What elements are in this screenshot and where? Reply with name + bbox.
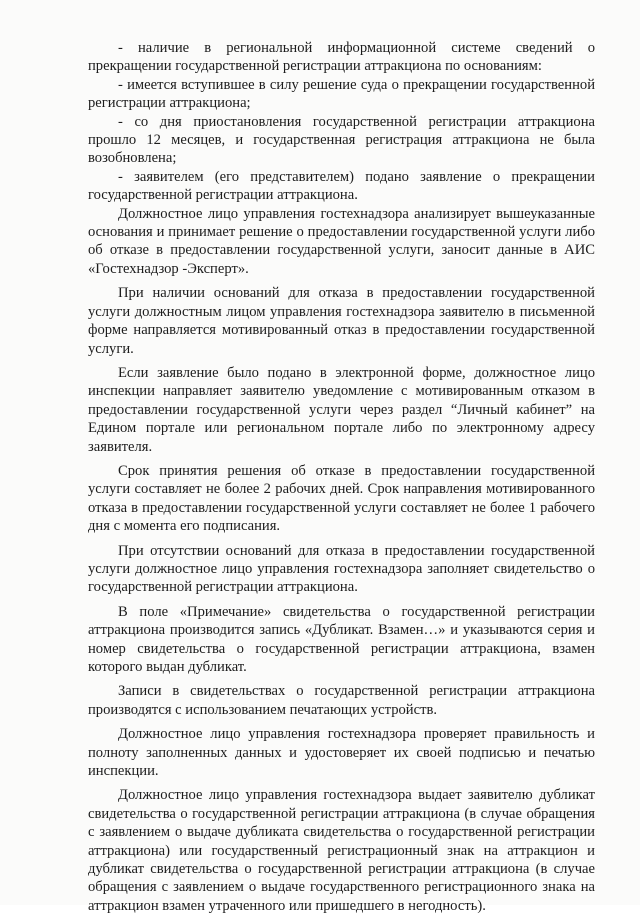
paragraph-verification: Должностное лицо управления гостехнадзора проверяет правильность и полноту заполненных данных и удостоверяет их своей подписью и печатью инспекции. <box>88 726 595 780</box>
paragraph-applicant-request: - заявителем (его представителем) подано заявление о прекращении государственной регистрации аттракциона. <box>88 168 595 204</box>
paragraph-printing-devices: Записи в свидетельствах о государственной регистрации аттракциона производятся с использованием печатающих устройств. <box>88 683 595 718</box>
paragraph-issuance: Должностное лицо управления гостехнадзора выдает заявителю дубликат свидетельства о государственной регистрации аттракциона (в случае обращения с заявлением о выдаче дубликата свидетельства о государственной регистрации аттракциона) или государственный регистрационный знак на аттракцион и дубликат свидетельства о государственной регистрации аттракциона (в случае обращения с заявлением о выдаче государственного регистрационного знака на аттракцион взамен утраченного или пришедшего в негодность). <box>88 787 595 914</box>
paragraph-written-refusal: При наличии оснований для отказа в предоставлении государственной услуги должностным лицом управления гостехнадзора заявителю в письменной форме направляется мотивированный отказ в предоставлении государственной услуги. <box>88 285 595 357</box>
paragraph-refusal-deadlines: Срок принятия решения об отказе в предоставлении государственной услуги составляет не более 2 рабочих дней. Срок направления мотивированного отказа в предоставлении государственной услуги составляет не более 1 рабочего дня с момента его подписания. <box>88 462 595 535</box>
paragraph-court-decision: - имеется вступившее в силу решение суда о прекращении государственной регистрации аттракциона; <box>88 76 595 112</box>
document-body <box>88 39 595 915</box>
paragraph-note-field: В поле «Примечание» свидетельства о государственной регистрации аттракциона производится запись «Дубликат. Взамен…» и указываются серия и номер свидетельства о государственной регистрации аттракциона, взамен которого выдан дубликат. <box>88 603 595 675</box>
paragraph-suspension-12-months: - со дня приостановления государственной регистрации аттракциона прошло 12 месяцев, и государственная регистрация аттракциона не была возобновлена; <box>88 113 595 167</box>
paragraph-official-analysis: Должностное лицо управления гостехнадзора анализирует вышеуказанные основания и принимает решение о предоставлении государственной услуги либо об отказе в предоставлении государственной услуги, заносит данные в АИС «Гостехнадзор -Эксперт». <box>88 205 595 277</box>
paragraph-electronic-notice: Если заявление было подано в электронной форме, должностное лицо инспекции направляет заявителю уведомление с мотивированным отказом в предоставлении государственной услуги через раздел “Личный кабинет” на Едином портале или региональном портале либо по электронному адресу заявителя. <box>88 364 595 455</box>
paragraph-grounds-intro: - наличие в региональной информационной системе сведений о прекращении государственной регистрации аттракциона по основаниям: <box>88 40 595 75</box>
paragraph-certificate-filling: При отсутствии оснований для отказа в предоставлении государственной услуги должностное лицо управления гостехнадзора заполняет свидетельство о государственной регистрации аттракциона. <box>88 542 595 596</box>
